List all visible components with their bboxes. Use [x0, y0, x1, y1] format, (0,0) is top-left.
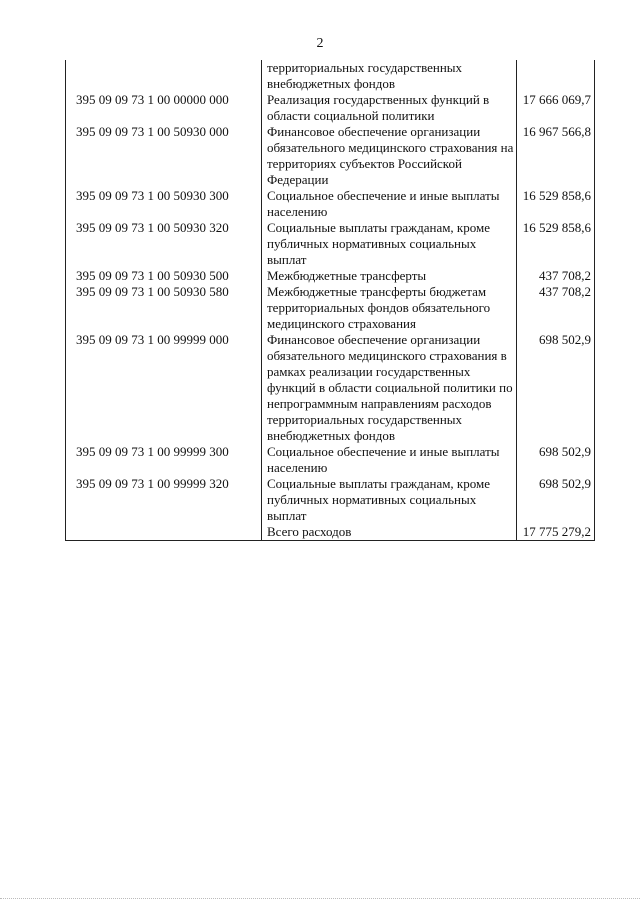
total-row — [66, 524, 595, 541]
table-row — [66, 92, 595, 124]
description-cell: Социальные выплаты гражданам, кроме публичных нормативных социальных выплат — [262, 220, 517, 268]
budget-code-cell: 395 09 09 73 1 00 50930 580 — [66, 284, 262, 332]
amount-cell: 698 502,9 — [517, 444, 595, 476]
budget-code-cell: 395 09 09 73 1 00 50930 300 — [66, 188, 262, 220]
budget-code-cell: 395 09 09 73 1 00 99999 300 — [66, 444, 262, 476]
description-cell: Межбюджетные трансферты — [262, 268, 517, 284]
table-row — [66, 268, 595, 284]
description-cell: Финансовое обеспечение организации обязательного медицинского страхования в рамках реализации государственных функций в области социальной политики по непрограммным направлениям расходов территориальных государственных внебюджетных фондов — [262, 332, 517, 444]
budget-table — [65, 60, 595, 541]
table-row — [66, 444, 595, 476]
table-row — [66, 188, 595, 220]
scan-edge-line — [0, 898, 640, 899]
total-amount: 17 775 279,2 — [517, 524, 595, 541]
amount-cell: 698 502,9 — [517, 332, 595, 444]
amount-cell: 437 708,2 — [517, 268, 595, 284]
table-row — [66, 60, 595, 92]
total-label: Всего расходов — [262, 524, 517, 541]
description-cell: Социальные выплаты гражданам, кроме публичных нормативных социальных выплат — [262, 476, 517, 524]
budget-code-cell: 395 09 09 73 1 00 00000 000 — [66, 92, 262, 124]
budget-code-cell: 395 09 09 73 1 00 50930 320 — [66, 220, 262, 268]
budget-code-cell: 395 09 09 73 1 00 99999 000 — [66, 332, 262, 444]
budget-code-cell — [66, 60, 262, 92]
description-cell: Межбюджетные трансферты бюджетам территориальных фондов обязательного медицинского страхования — [262, 284, 517, 332]
amount-cell: 16 529 858,6 — [517, 188, 595, 220]
description-cell: Социальное обеспечение и иные выплаты населению — [262, 188, 517, 220]
amount-cell: 437 708,2 — [517, 284, 595, 332]
amount-cell — [517, 60, 595, 92]
budget-code-cell: 395 09 09 73 1 00 50930 500 — [66, 268, 262, 284]
table-row — [66, 220, 595, 268]
description-cell: территориальных государственных внебюджетных фондов — [262, 60, 517, 92]
amount-cell: 17 666 069,7 — [517, 92, 595, 124]
amount-cell: 698 502,9 — [517, 476, 595, 524]
amount-cell: 16 967 566,8 — [517, 124, 595, 188]
amount-cell: 16 529 858,6 — [517, 220, 595, 268]
description-cell: Социальное обеспечение и иные выплаты населению — [262, 444, 517, 476]
description-cell: Финансовое обеспечение организации обязательного медицинского страхования на территориях субъектов Российской Федерации — [262, 124, 517, 188]
table-row — [66, 284, 595, 332]
budget-code-cell: 395 09 09 73 1 00 99999 320 — [66, 476, 262, 524]
description-cell: Реализация государственных функций в области социальной политики — [262, 92, 517, 124]
page-number: 2 — [316, 36, 324, 51]
budget-code-cell: 395 09 09 73 1 00 50930 000 — [66, 124, 262, 188]
budget-code-cell — [66, 524, 262, 541]
table-row — [66, 124, 595, 188]
table-row — [66, 332, 595, 444]
table-row — [66, 476, 595, 524]
